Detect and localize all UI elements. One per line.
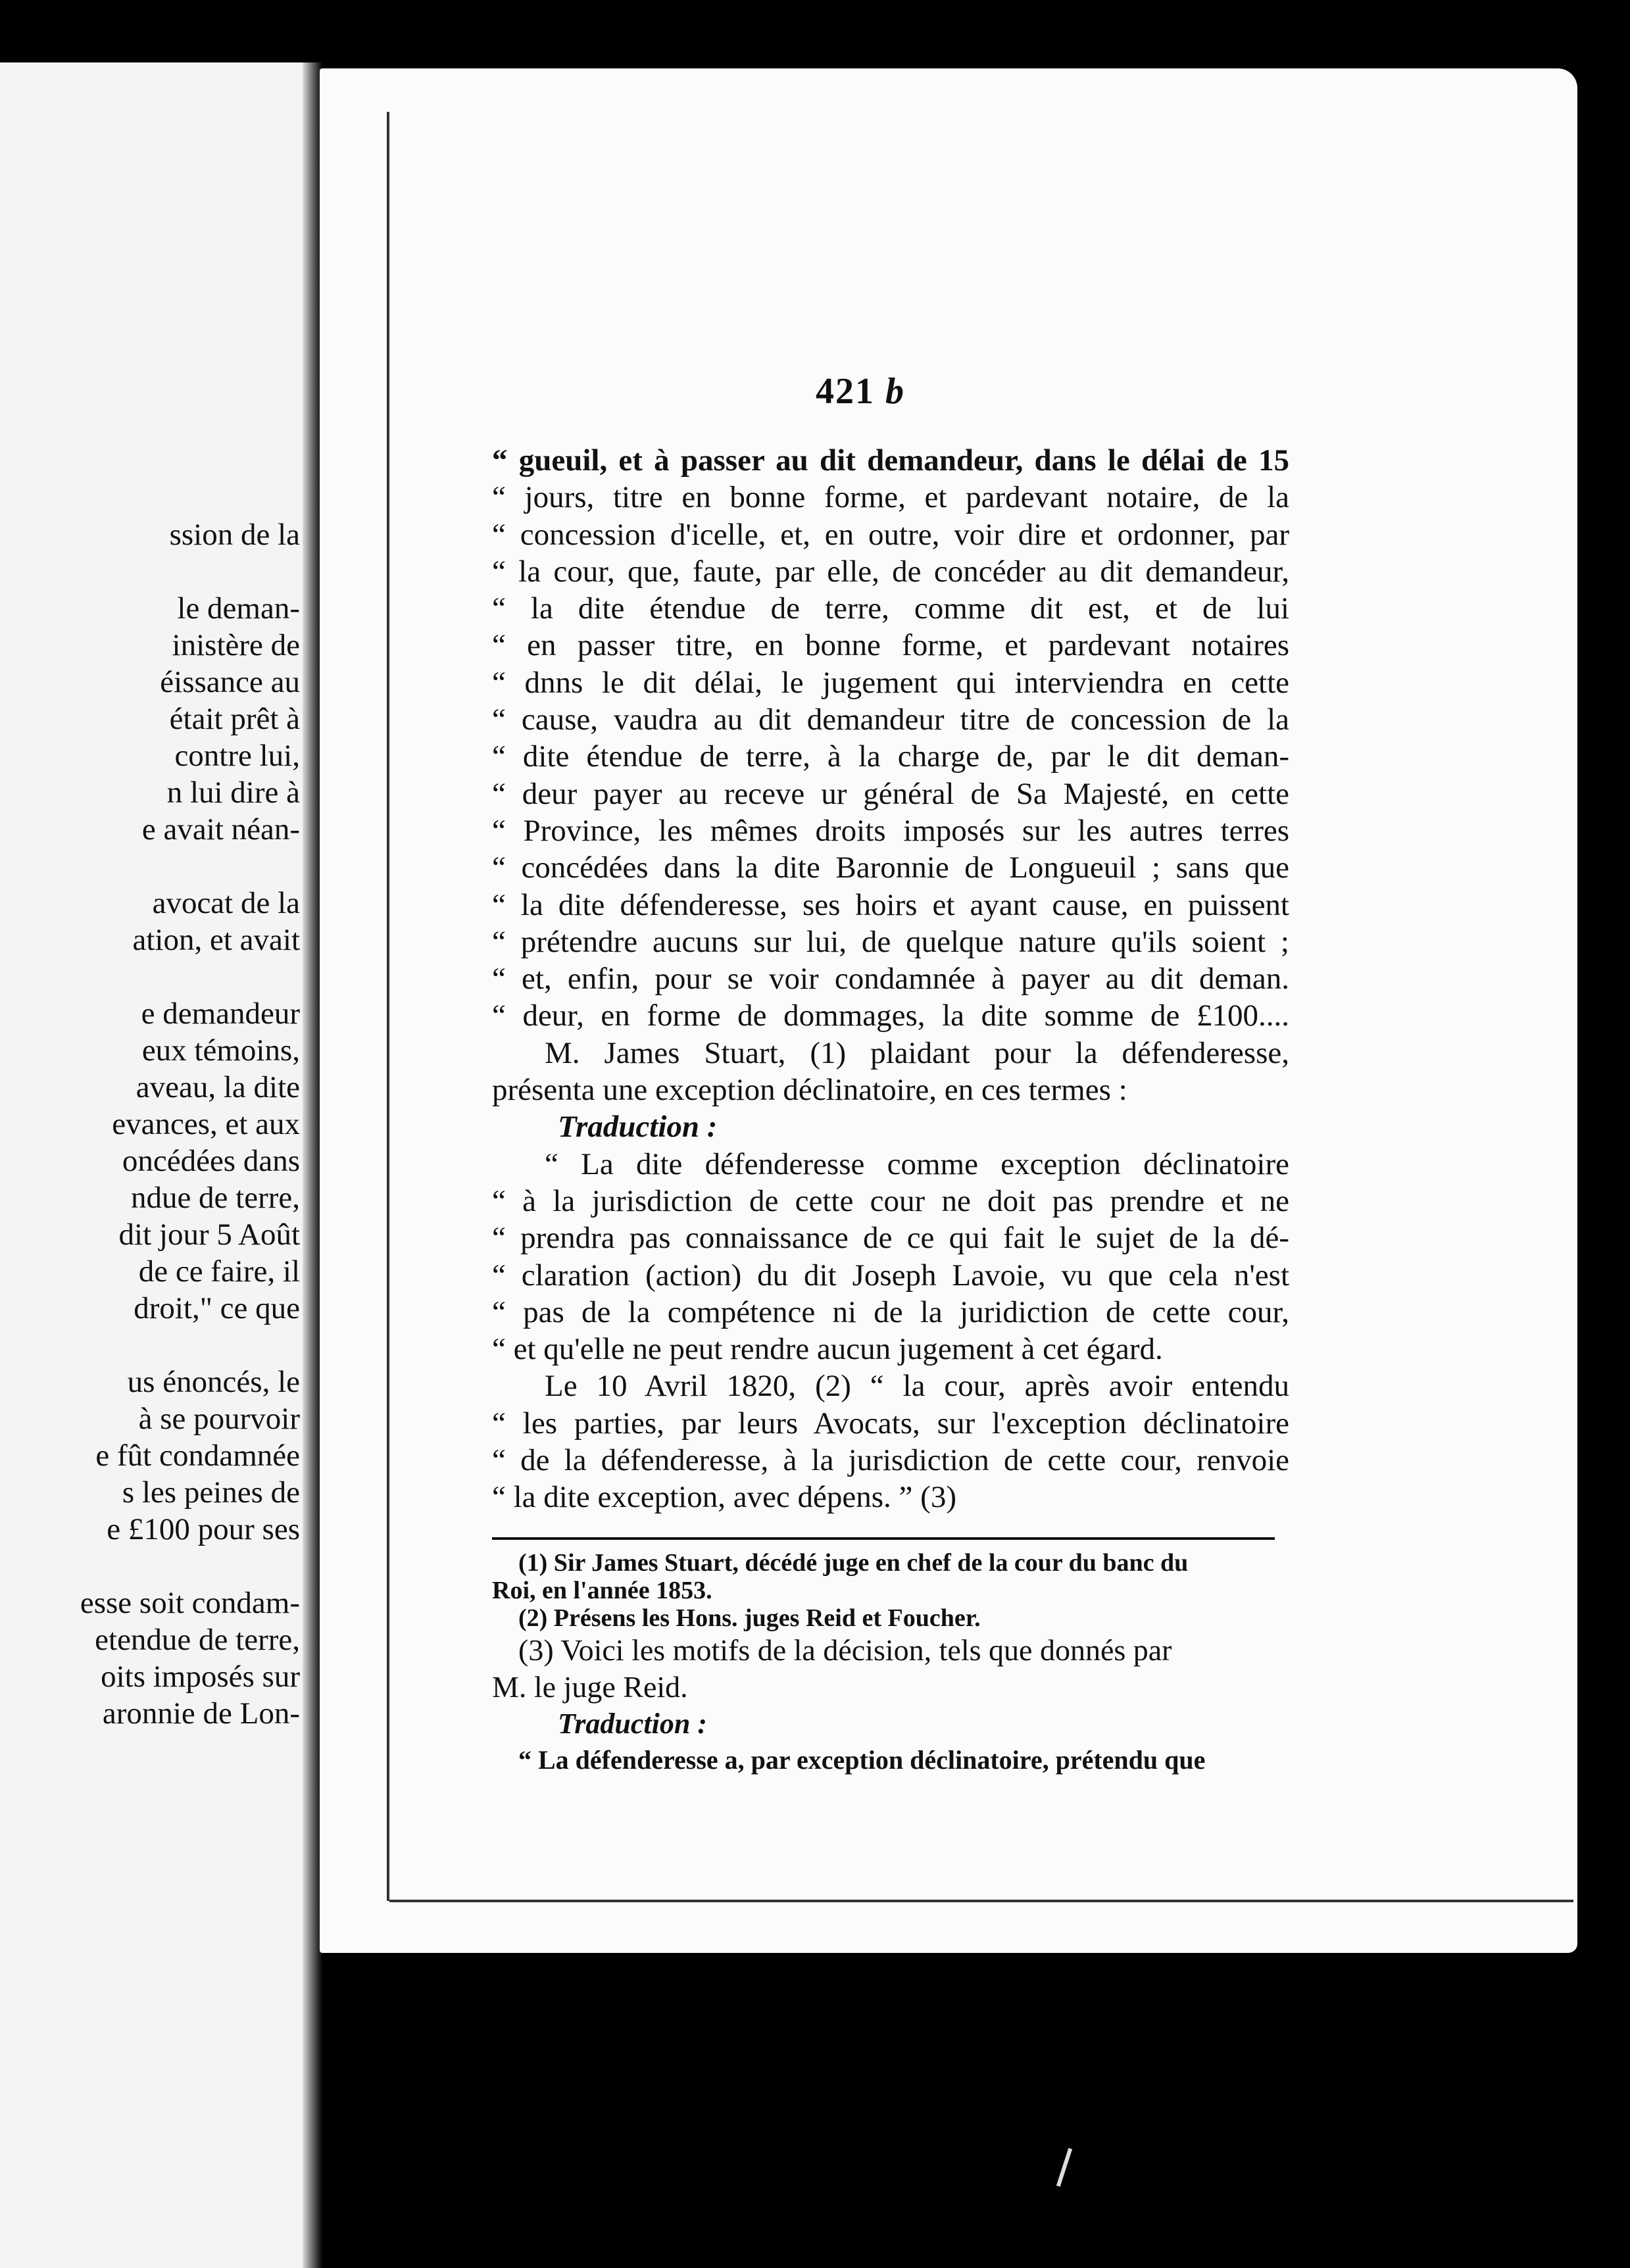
- text-line: “ la dite exception, avec dépens. ” (3): [492, 1480, 956, 1515]
- facing-line: aronnie de Lon-: [102, 1696, 300, 1731]
- text-line: “ dnns le dit délai, le jugement qui interviendra en cette: [492, 665, 1289, 700]
- facing-line: oncédées dans: [122, 1144, 300, 1178]
- text-line: “ la cour, que, faute, par elle, de concéder au dit demandeur,: [492, 554, 1289, 589]
- text-line: “ dite étendue de terre, à la charge de, par le dit deman-: [492, 739, 1289, 774]
- facing-line: droit," ce que: [134, 1291, 300, 1325]
- facing-line: éissance au: [160, 665, 300, 699]
- footnote-3: (3) Voici les motifs de la décision, tels que donnés par: [518, 1633, 1172, 1667]
- facing-line: [0, 1548, 300, 1585]
- facing-line: [0, 1327, 300, 1364]
- facing-line: aveau, la dite: [136, 1070, 300, 1104]
- text-line: “ Province, les mêmes droits imposés sur les autres terres: [492, 813, 1289, 848]
- page-number-suffix: b: [885, 371, 905, 412]
- text-line: “ concession d'icelle, et, en outre, voir dire et ordonner, par: [492, 517, 1289, 552]
- facing-line: e fût condamnée: [95, 1439, 300, 1473]
- facing-page: [0, 62, 316, 2268]
- footnote-3-quote: “ La défenderesse a, par exception déclinatoire, prétendu que: [518, 1745, 1206, 1775]
- facing-line: us énoncés, le: [127, 1365, 300, 1399]
- text-line: “ concédées dans la dite Baronnie de Longueuil ; sans que: [492, 851, 1289, 885]
- footnote-2: (2) Présens les Hons. juges Reid et Foucher.: [518, 1604, 981, 1632]
- facing-line: dit jour 5 Août: [118, 1218, 300, 1252]
- facing-line: e £100 pour ses: [107, 1512, 300, 1546]
- facing-line: s les peines de: [122, 1475, 300, 1510]
- facing-line: [0, 848, 300, 885]
- page-number-value: 421: [816, 371, 875, 412]
- facing-line: oits imposés sur: [101, 1660, 300, 1694]
- footnote-1: (1) Sir James Stuart, décédé juge en chef de la cour du banc du: [518, 1549, 1189, 1577]
- facing-line: contre lui,: [174, 739, 300, 773]
- facing-line: eux témoins,: [141, 1033, 300, 1068]
- text-line: M. James Stuart, (1) plaidant pour la défenderesse,: [545, 1035, 1289, 1070]
- text-line: “ la dite étendue de terre, comme dit est, et de lui: [492, 591, 1289, 626]
- text-line: “ et qu'elle ne peut rendre aucun jugement à cet égard.: [492, 1332, 1163, 1367]
- text-line: “ deur, en forme de dommages, la dite somme de £100....: [492, 998, 1289, 1033]
- footnotes: [492, 1549, 1289, 1778]
- text-line: “ cause, vaudra au dit demandeur titre de concession de la: [492, 703, 1289, 737]
- text-line: “ en passer titre, en bonne forme, et pardevant notaires: [492, 628, 1289, 663]
- text-line: “ deur payer au receve ur général de Sa Majesté, en cette: [492, 776, 1289, 811]
- text-line: présenta une exception déclinatoire, en ces termes :: [492, 1073, 1127, 1108]
- footnote-3-translation-heading: Traduction :: [558, 1708, 707, 1740]
- facing-line: ation, et avait: [132, 923, 300, 957]
- facing-page-text: [0, 516, 300, 1732]
- translation-heading: Traduction :: [558, 1110, 718, 1145]
- body-text: [492, 442, 1289, 1516]
- facing-line: était prêt à: [169, 702, 300, 736]
- text-line: “ gueuil, et à passer au dit demandeur, dans le délai de 15: [492, 443, 1289, 478]
- footnote-3-cont: M. le juge Reid.: [492, 1670, 688, 1704]
- text-line: Le 10 Avril 1820, (2) “ la cour, après avoir entendu: [545, 1369, 1289, 1404]
- text-line: “ prendra pas connaissance de ce qui fait le sujet de la dé-: [492, 1221, 1289, 1256]
- text-line: “ et, enfin, pour se voir condamnée à payer au dit deman.: [492, 962, 1289, 997]
- facing-line: à se pourvoir: [138, 1402, 300, 1436]
- text-line: “ jours, titre en bonne forme, et pardevant notaire, de la: [492, 480, 1289, 515]
- facing-line: [0, 553, 300, 590]
- footnote-rule: [492, 1537, 1275, 1540]
- scan-mark: [1056, 2148, 1072, 2187]
- page-bottom-edge: [389, 1900, 1573, 1902]
- text-line: “ prétendre aucuns sur lui, de quelque nature qu'ils soient ;: [492, 924, 1289, 959]
- facing-line: inistère de: [172, 628, 300, 662]
- facing-line: ssion de la: [169, 518, 300, 552]
- footnote-1-cont: Roi, en l'année 1853.: [492, 1577, 712, 1604]
- facing-line: e demandeur: [141, 997, 300, 1031]
- text-line: “ les parties, par leurs Avocats, sur l'exception déclinatoire: [492, 1406, 1289, 1441]
- text-line: “ pas de la compétence ni de la juridiction de cette cour,: [492, 1294, 1289, 1329]
- facing-line: evances, et aux: [112, 1107, 300, 1141]
- facing-line: etendue de terre,: [95, 1623, 300, 1657]
- facing-line: [0, 958, 300, 995]
- page-number: [816, 370, 947, 412]
- facing-line: esse soit condam-: [80, 1586, 300, 1620]
- text-line: “ la dite défenderesse, ses hoirs et ayant cause, en puissent: [492, 887, 1289, 922]
- facing-line: de ce faire, il: [138, 1254, 300, 1289]
- facing-line: ndue de terre,: [130, 1181, 300, 1215]
- facing-line: avocat de la: [152, 886, 300, 920]
- text-line: “ de la défenderesse, à la jurisdiction de cette cour, renvoie: [492, 1443, 1289, 1478]
- page-inner-border: [387, 112, 389, 1901]
- facing-line: e avait néan-: [141, 812, 300, 847]
- facing-line: le deman-: [177, 591, 300, 626]
- text-line: “ La dite défenderesse comme exception déclinatoire: [545, 1146, 1289, 1181]
- text-line: “ à la jurisdiction de cette cour ne doit pas prendre et ne: [492, 1183, 1289, 1218]
- text-line: “ claration (action) du dit Joseph Lavoie, vu que cela n'est: [492, 1258, 1289, 1293]
- facing-line: n lui dire à: [166, 776, 300, 810]
